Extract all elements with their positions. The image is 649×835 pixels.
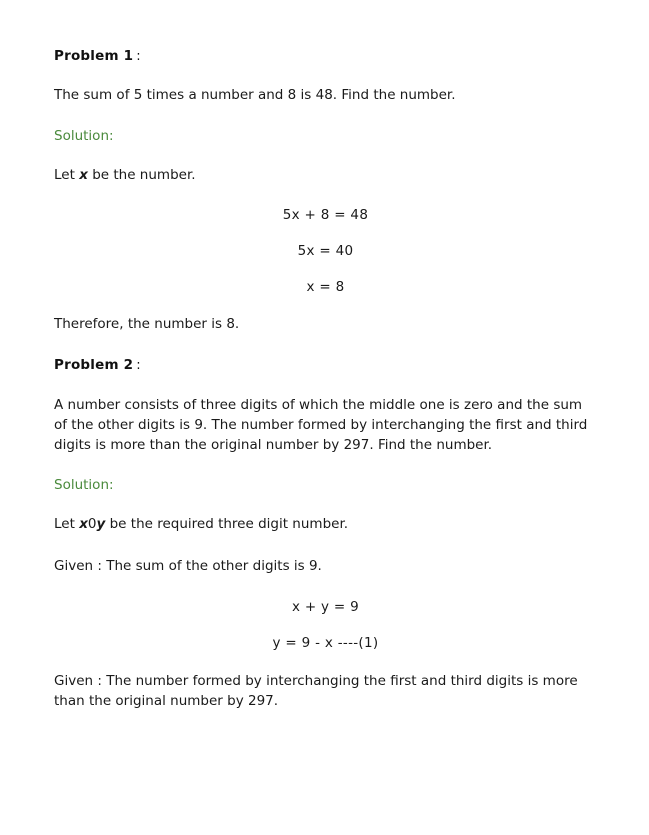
problem-1-solution-label-text: Solution bbox=[54, 127, 109, 144]
problem-1-equation-2: 5x = 40 bbox=[297, 243, 354, 260]
problem-2-equation-1: x + y = 9 bbox=[291, 598, 360, 615]
problem-1-statement: The sum of 5 times a number and 8 is 48. Find the number. bbox=[54, 87, 456, 103]
problem-2-solution-label bbox=[54, 477, 597, 493]
problem-1-conclusion: Therefore, the number is 8. bbox=[54, 316, 240, 333]
problem-1-let-statement bbox=[54, 166, 597, 186]
problem-1-heading-text: Problem 1 bbox=[54, 48, 134, 64]
problem-2-heading-text: Problem 2 bbox=[54, 356, 134, 373]
problem-1-solution-label-colon: : bbox=[109, 127, 114, 144]
problem-1-heading bbox=[54, 48, 597, 64]
problem-2-let-variable-x: x bbox=[79, 516, 88, 533]
problem-2-let-variable-y: y bbox=[96, 516, 106, 533]
problem-2-let-statement bbox=[54, 515, 597, 535]
problem-1-equation-1: 5x + 8 = 48 bbox=[282, 207, 369, 224]
problem-2-solution-label-colon: : bbox=[109, 477, 114, 494]
problem-1-equation-3: x = 8 bbox=[306, 279, 345, 296]
problem-2-given-1: Given : The sum of the other digits is 9. bbox=[54, 558, 322, 574]
problem-2-statement: A number consists of three digits of which the middle one is zero and the sum of the other digits is 9. The number formed by interchanging the first and third digits is more than the original number by 297. Find the number. bbox=[54, 396, 588, 454]
problem-2-heading bbox=[54, 357, 597, 373]
problem-2-let-middle-digit: 0 bbox=[87, 516, 97, 533]
problem-2-let-suffix: be the required three digit number. bbox=[105, 516, 349, 533]
problem-1-let-suffix: be the number. bbox=[87, 166, 196, 183]
problem-1-solution-label bbox=[54, 128, 597, 144]
problem-2-given-2: Given : The number formed by interchanging the first and third digits is more than the original number by 297. bbox=[54, 672, 578, 709]
problem-2-solution-label-text: Solution bbox=[54, 477, 109, 494]
problem-1-let-prefix: Let bbox=[54, 166, 80, 183]
problem-1-heading-colon: : bbox=[136, 49, 141, 64]
problem-2-equation-2: y = 9 - x ----(1) bbox=[272, 634, 379, 651]
problem-2-let-prefix: Let bbox=[54, 516, 80, 533]
problem-1-let-variable: x bbox=[79, 166, 88, 183]
problem-2-heading-colon: : bbox=[136, 357, 141, 373]
